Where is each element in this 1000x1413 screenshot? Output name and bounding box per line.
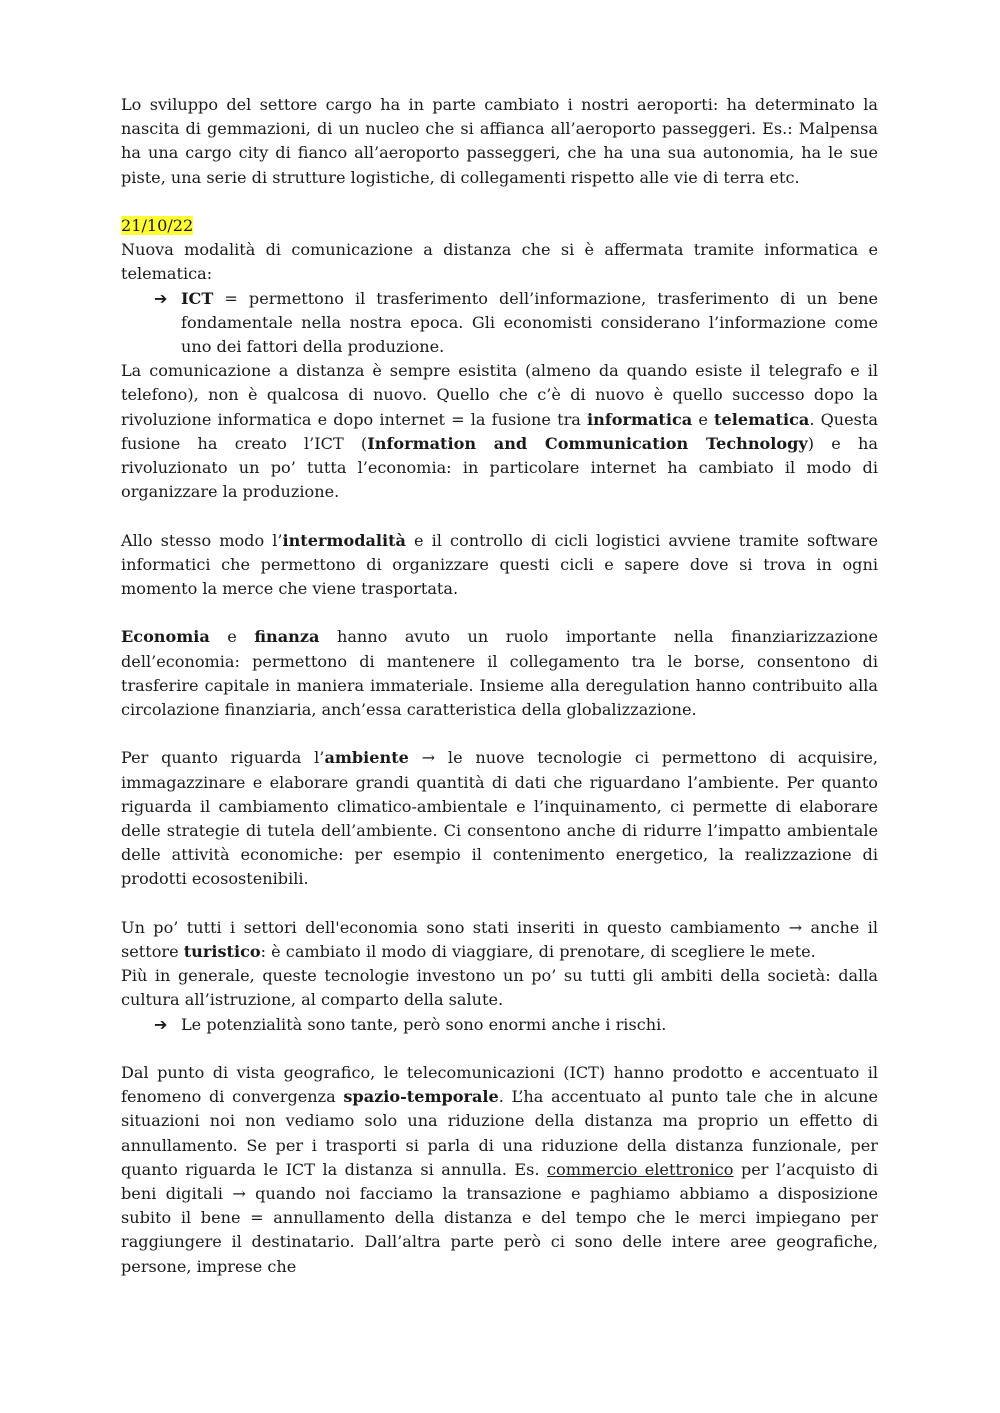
arrow-bullet-icon: ➔ [154, 288, 168, 308]
text-run: : è cambiato il modo di viaggiare, di prenotare, di scegliere le mete. [260, 942, 816, 962]
text-run: La comunicazione a distanza è sempre esistita (almeno da quando esiste il telegrafo e il telefono), non è qualcosa di nuovo. Quello che c’è di nuovo è quello successo dopo la rivoluzione informatica e dopo internet = la fusione tra [121, 361, 878, 429]
text-run: Per quanto riguarda l’ [121, 748, 325, 768]
bold-term: ICT [181, 288, 214, 308]
bullet-list-rischi [121, 1013, 878, 1037]
text-run: per l’acquisto di beni digitali → quando noi facciamo la transazione e paghiamo abbiamo a disposizione subito il bene = annullamento della distanza e del tempo che le merci impiegano per raggiungere il destinatario. Dall’altra parte però ci sono delle intere aree geografiche, persone, imprese che [121, 1159, 878, 1276]
bold-term: finanza [254, 627, 320, 647]
text-run: e [692, 409, 715, 429]
bullet-list-ict [121, 287, 878, 360]
bold-term: intermodalità [282, 530, 406, 550]
text-run: Dal punto di vista geografico, le telecomunicazioni (ICT) hanno prodotto e accentuato il fenomeno di convergenza [121, 1063, 878, 1107]
text-run: ) e ha rivoluzionato un po’ tutta l’economia: in particolare internet ha cambiato il modo di organizzare la produzione. [121, 433, 878, 502]
text-run: . Questa fusione ha creato l’ICT ( [121, 409, 878, 453]
arrow-bullet-icon: ➔ [154, 1014, 168, 1034]
text-run: Allo stesso modo l’ [121, 530, 283, 550]
text-run: . L’ha accentuato al punto tale che in alcune situazioni noi non vediamo solo una riduzione della distanza ma proprio un effetto di annullamento. Se per i trasporti si parla di una riduzione della distanza funzionale, per quanto riguarda le ICT la distanza si annulla. Es. [121, 1087, 878, 1179]
text-run: e il controllo di cicli logistici avviene tramite software informatici che permettono di organizzare questi cicli e sapere dove si trova in ogni momento la merce che viene trasportata. [121, 530, 878, 599]
paragraph-turismo [121, 916, 878, 964]
underlined-term: commercio elettronico [547, 1159, 734, 1179]
paragraph-finanza [121, 625, 878, 722]
list-item [154, 287, 878, 360]
bold-term: spazio-temporale [343, 1087, 499, 1107]
bold-term: telematica [714, 409, 810, 429]
paragraph-intermodalita [121, 529, 878, 602]
paragraph-societa: Più in generale, queste tecnologie investono un po’ su tutti gli ambiti della società: dalla cultura all’istruzione, al comparto della salute. [121, 966, 878, 1010]
text-run: e [209, 627, 255, 647]
text-run: → le nuove tecnologie ci permettono di acquisire, immagazzinare e elaborare grandi quantità di dati che riguardano l’ambiente. Per quanto riguarda il cambiamento climatico-ambientale e l’inquinamento, ci permette di elaborare delle strategie di tutela dell’ambiente. Ci consentono anche di ridurre l’impatto ambientale delle attività economiche: per esempio il contenimento energetico, la realizzazione di prodotti ecosostenibili. [121, 748, 878, 889]
text-run: Un po’ tutti i settori dell'economia sono stati inseriti in questo cambiamento → anche il settore [121, 917, 878, 962]
bold-term: Information and Communication Technology [367, 433, 808, 453]
paragraph-comunicazione: Nuova modalità di comunicazione a distanza che si è affermata tramite informatica e telematica: [121, 240, 878, 284]
list-item-text: = permettono il trasferimento dell’informazione, trasferimento di un bene fondamentale nella nostra epoca. Gli economisti considerano l’informazione come uno dei fattori della produzione. [181, 288, 878, 357]
document-page [121, 93, 878, 1279]
paragraph-ambiente [121, 746, 878, 891]
bold-term: informatica [587, 409, 693, 429]
date-heading [121, 214, 878, 238]
bold-term: ambiente [324, 748, 409, 768]
paragraph-fusione [121, 359, 878, 504]
paragraph-convergenza [121, 1061, 878, 1279]
text-run: hanno avuto un ruolo importante nella finanziarizzazione dell’economia: permettono di mantenere il collegamento tra le borse, consentono di trasferire capitale in maniera immateriale. Insieme alla deregulation hanno contribuito alla circolazione finanziaria, anch’essa caratteristica della globalizzazione. [121, 627, 878, 720]
list-item [154, 1013, 878, 1037]
date-highlight: 21/10/22 [121, 216, 194, 235]
paragraph-cargo: Lo sviluppo del settore cargo ha in parte cambiato i nostri aeroporti: ha determinato la nascita di gemmazioni, di un nucleo che si affianca all’aeroporto passeggeri. Es.: Malpensa ha una cargo city di fianco all’aeroporto passeggeri, che ha una sua autonomia, ha le sue piste, una serie di strutture logistiche, di collegamenti rispetto alle vie di terra etc. [121, 95, 878, 187]
list-item-text: Le potenzialità sono tante, però sono enormi anche i rischi. [181, 1014, 667, 1034]
bold-term: Economia [121, 627, 210, 647]
bold-term: turistico [183, 942, 261, 962]
